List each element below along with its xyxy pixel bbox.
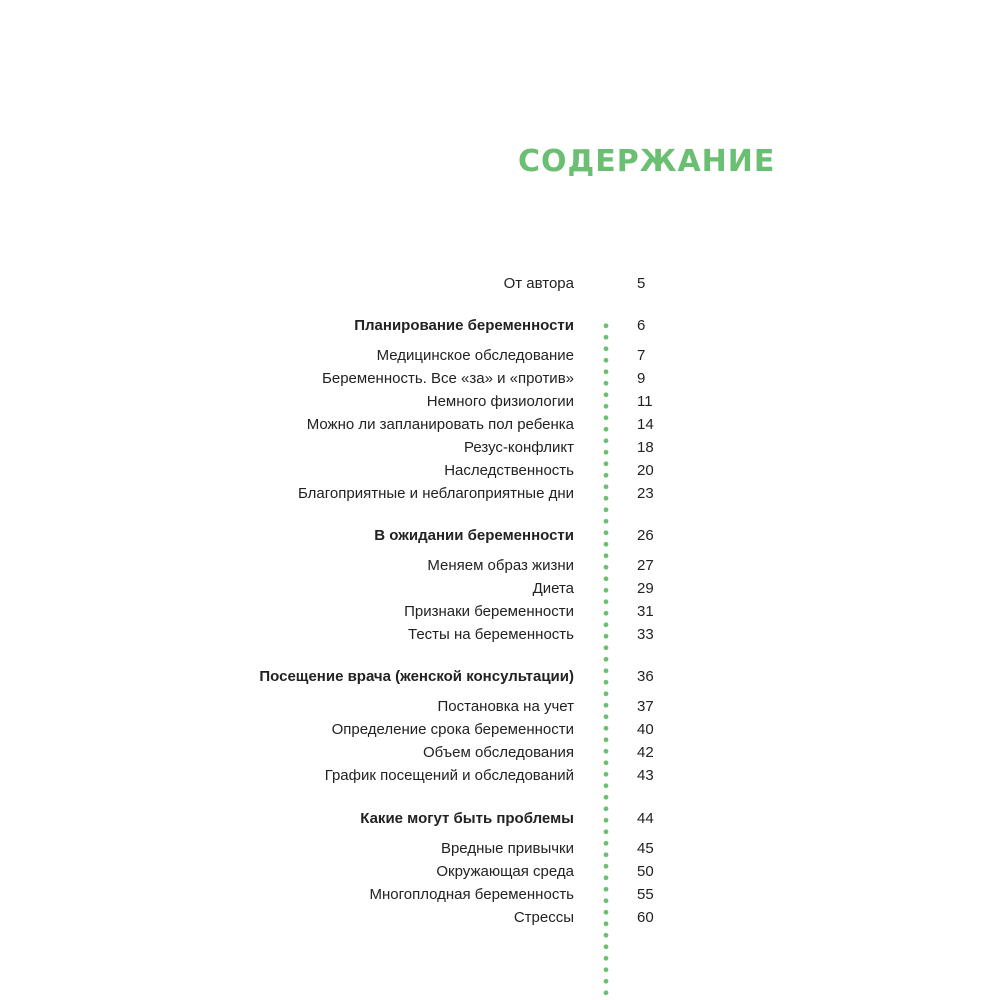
toc-entry-page: 14 bbox=[637, 416, 654, 433]
toc-entry-page: 37 bbox=[637, 698, 654, 715]
toc-entry[interactable] bbox=[0, 765, 1000, 787]
toc-entry-title: Определение срока беременности bbox=[331, 721, 574, 738]
toc-entry-title: Немного физиологии bbox=[426, 393, 574, 410]
toc-entry-page: 42 bbox=[637, 744, 654, 761]
toc-entry-title: Резус-конфликт bbox=[464, 439, 574, 456]
toc-entry[interactable] bbox=[0, 414, 1000, 436]
toc-section-entry[interactable] bbox=[0, 808, 1000, 830]
toc-section-title: Посещение врача (женской консультации) bbox=[259, 668, 574, 685]
toc-entry-title: Стрессы bbox=[513, 909, 574, 926]
toc-entry-page: 31 bbox=[637, 603, 654, 620]
toc-entry[interactable] bbox=[0, 624, 1000, 646]
toc-entry-title: Меняем образ жизни bbox=[427, 557, 574, 574]
toc-section-entry[interactable] bbox=[0, 315, 1000, 337]
toc-section-title: Какие могут быть проблемы bbox=[360, 810, 574, 827]
toc-entry-page: 29 bbox=[637, 580, 654, 597]
toc-entry[interactable] bbox=[0, 861, 1000, 883]
toc-entry-page: 18 bbox=[637, 439, 654, 456]
toc-entry[interactable] bbox=[0, 345, 1000, 367]
toc-entry-page: 36 bbox=[637, 668, 654, 685]
toc-entry-title: Признаки беременности bbox=[404, 603, 574, 620]
toc-entry-page: 26 bbox=[637, 527, 654, 544]
page-title: СОДЕРЖАНИЕ bbox=[518, 144, 776, 179]
toc-entry-page: 23 bbox=[637, 485, 654, 502]
toc-entry-title: Многоплодная беременность bbox=[369, 886, 574, 903]
toc-entry-page: 40 bbox=[637, 721, 654, 738]
toc-entry[interactable] bbox=[0, 368, 1000, 390]
toc-entry-title: Окружающая среда bbox=[436, 863, 574, 880]
toc-entry-title: Медицинское обследование bbox=[376, 347, 574, 364]
toc-entry-page: 11 bbox=[637, 393, 653, 410]
toc-section-entry[interactable] bbox=[0, 525, 1000, 547]
toc-entry[interactable] bbox=[0, 696, 1000, 718]
toc-entry-title: Беременность. Все «за» и «против» bbox=[322, 370, 574, 387]
toc-entry-title: Благоприятные и неблагоприятные дни bbox=[298, 485, 574, 502]
toc-entry-title: Наследственность bbox=[444, 462, 574, 479]
toc-entry-page: 9 bbox=[637, 370, 646, 387]
toc-section-entry[interactable] bbox=[0, 666, 1000, 688]
toc-entry[interactable] bbox=[0, 838, 1000, 860]
toc-entry-page: 50 bbox=[637, 863, 654, 880]
toc-entry[interactable] bbox=[0, 391, 1000, 413]
toc-entry-page: 60 bbox=[637, 909, 654, 926]
toc-entry-title: Тесты на беременность bbox=[408, 626, 574, 643]
toc-entry[interactable] bbox=[0, 884, 1000, 906]
toc-entry[interactable] bbox=[0, 578, 1000, 600]
toc-entry-page: 55 bbox=[637, 886, 654, 903]
toc-entry-page: 20 bbox=[637, 462, 654, 479]
toc-entry[interactable] bbox=[0, 273, 1000, 295]
toc-entry-page: 7 bbox=[637, 347, 646, 364]
toc-entry[interactable] bbox=[0, 483, 1000, 505]
toc-entry-page: 5 bbox=[637, 275, 646, 292]
toc-entry-title: Вредные привычки bbox=[440, 840, 574, 857]
toc-entry-title: Постановка на учет bbox=[437, 698, 574, 715]
toc-entry-title: График посещений и обследований bbox=[324, 767, 574, 784]
toc-section-title: В ожидании беременности bbox=[374, 527, 574, 544]
toc-entry-title: Объем обследования bbox=[422, 744, 574, 761]
toc-section-title: Планирование беременности bbox=[354, 317, 574, 334]
toc-entry-page: 44 bbox=[637, 810, 654, 827]
toc-entry-page: 43 bbox=[637, 767, 654, 784]
toc-entry[interactable] bbox=[0, 907, 1000, 929]
toc-entry-title: Диета bbox=[532, 580, 574, 597]
toc-entry[interactable] bbox=[0, 742, 1000, 764]
toc-entry-page: 33 bbox=[637, 626, 654, 643]
toc-entry[interactable] bbox=[0, 555, 1000, 577]
toc-entry[interactable] bbox=[0, 437, 1000, 459]
toc-entry[interactable] bbox=[0, 601, 1000, 623]
toc-entry-title: От автора bbox=[503, 275, 574, 292]
toc-entry-page: 6 bbox=[637, 317, 646, 334]
toc-entry-page: 27 bbox=[637, 557, 654, 574]
toc-entry[interactable] bbox=[0, 719, 1000, 741]
toc-entry[interactable] bbox=[0, 460, 1000, 482]
toc-entry-page: 45 bbox=[637, 840, 654, 857]
toc-entry-title: Можно ли запланировать пол ребенка bbox=[306, 416, 574, 433]
